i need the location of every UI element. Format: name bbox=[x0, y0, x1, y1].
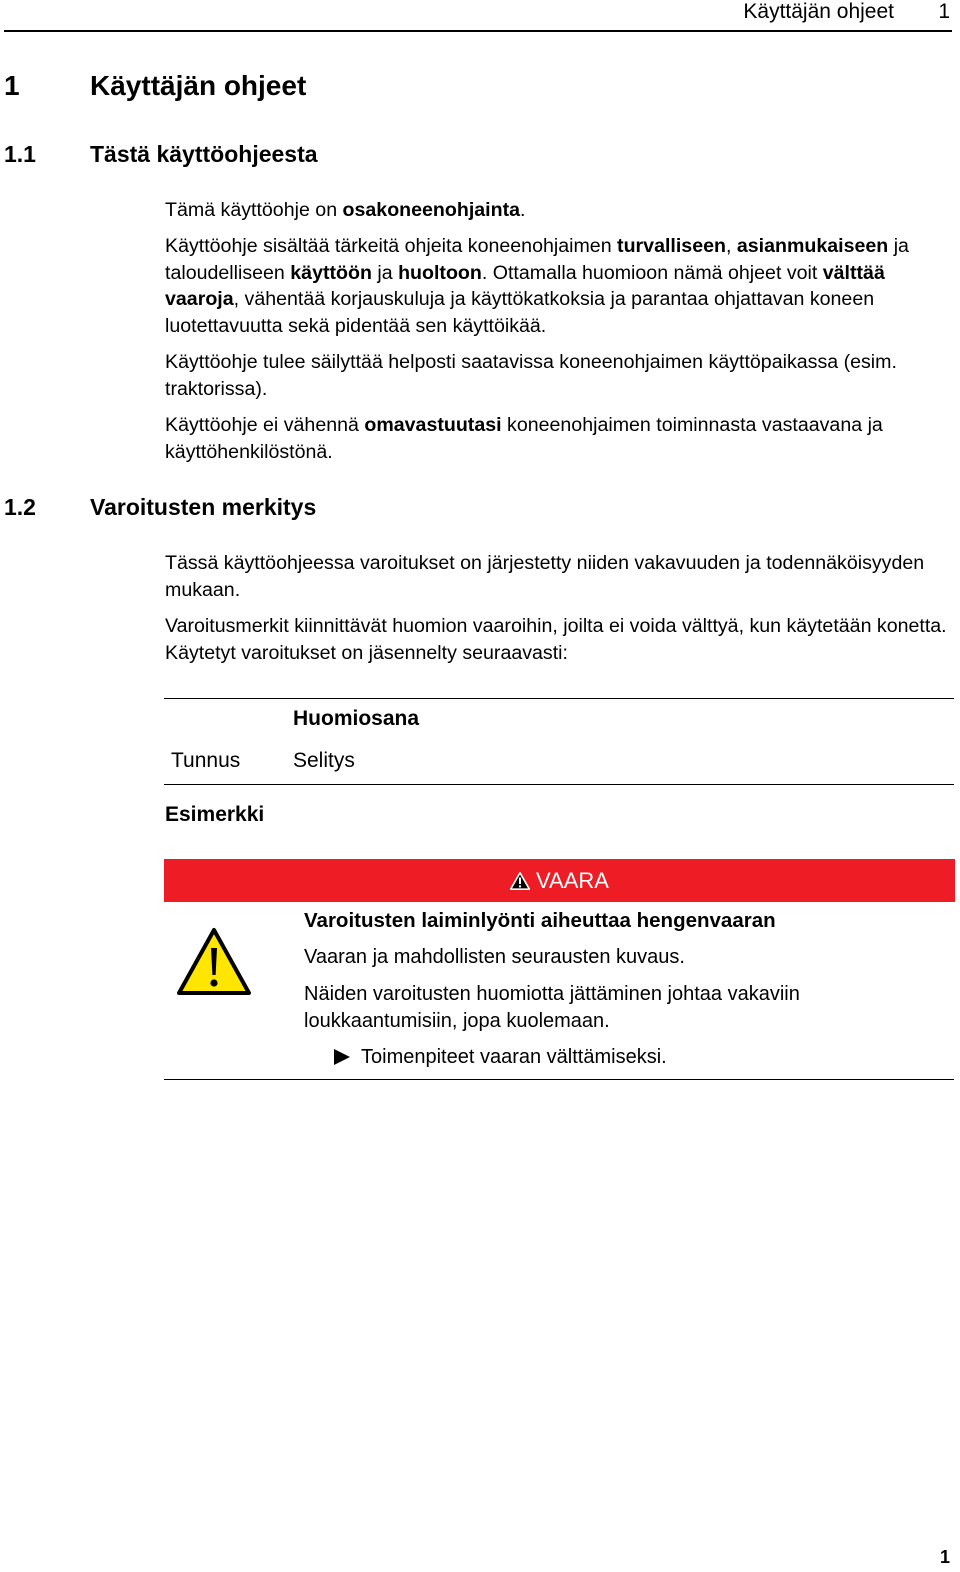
section-title: Varoitusten merkitys bbox=[90, 494, 317, 520]
section-number: 1.2 bbox=[4, 494, 36, 520]
warning-consequence: Näiden varoitusten huomiotta jättäminen johtaa vakaviin loukkaantumisiin, jopa kuolemaan. bbox=[304, 983, 800, 1032]
table-bottom-rule bbox=[164, 784, 954, 785]
warning-description: Vaaran ja mahdollisten seurausten kuvaus. bbox=[304, 946, 685, 968]
warning-triangle-icon bbox=[510, 872, 530, 890]
page-number: 1 bbox=[939, 1547, 950, 1567]
table-top-rule bbox=[164, 698, 954, 699]
chapter-title: Käyttäjän ohjeet bbox=[90, 70, 307, 101]
chapter-number: 1 bbox=[4, 70, 20, 101]
example-label: Esimerkki bbox=[165, 803, 265, 826]
section-heading-1-2 bbox=[0, 493, 960, 521]
paragraph-storage: Käyttöohje tulee säilyttää helposti saatavissa koneenohjaimen käyttöpaikassa (esim. traktorissa). bbox=[165, 351, 897, 400]
arrow-right-icon bbox=[333, 1048, 351, 1066]
paragraph-content: Käyttöohje sisältää tärkeitä ohjeita koneenohjaimen turvalliseen, asianmukaiseen ja taloudelliseen käyttöön ja huoltoon. Ottamalla huomioon nämä ohjeet voit välttää vaaroja, vähentää korjauskuluja ja käyttökatkoksia ja parantaa ohjattavan koneen luotettavuutta sekä pidentää sen käyttöikää. bbox=[165, 235, 909, 337]
legend-explanation: Selitys bbox=[293, 749, 355, 772]
running-header-title: Käyttäjän ohjeet bbox=[743, 0, 894, 23]
danger-banner bbox=[164, 859, 955, 902]
danger-label: VAARA bbox=[536, 867, 609, 893]
paragraph-responsibility: Käyttöohje ei vähennä omavastuutasi koneenohjaimen toiminnasta vastaavana ja käyttöhenkilöstönä. bbox=[165, 414, 883, 463]
example-bottom-rule bbox=[164, 1079, 954, 1080]
warning-title: Varoitusten laiminlyönti aiheuttaa hengenvaaran bbox=[304, 909, 776, 932]
section-heading-1-1 bbox=[0, 140, 960, 168]
section-title: Tästä käyttöohjeesta bbox=[90, 141, 318, 167]
running-header-page: 1 bbox=[938, 0, 950, 23]
step-text: Toimenpiteet vaaran välttämiseksi. bbox=[361, 1046, 667, 1068]
warning-sign-icon bbox=[175, 926, 253, 998]
paragraph-warnings-order: Tässä käyttöohjeessa varoitukset on järjestetty niiden vakavuuden ja todennäköisyyden mukaan. bbox=[165, 552, 925, 601]
header-divider bbox=[4, 30, 952, 32]
paragraph-intro: Tämä käyttöohje on osakoneenohjainta. bbox=[165, 199, 526, 221]
chapter-heading bbox=[0, 69, 960, 103]
legend-symbol: Tunnus bbox=[171, 749, 241, 772]
warning-step bbox=[333, 1044, 667, 1070]
paragraph-warnings-purpose: Varoitusmerkit kiinnittävät huomion vaaroihin, joilta ei voida välttyä, kun käytetään konetta. Käytetyt varoitukset on jäsennelty seuraavasti: bbox=[165, 615, 947, 664]
legend-signal-word: Huomiosana bbox=[293, 707, 420, 730]
section-number: 1.1 bbox=[4, 141, 36, 167]
